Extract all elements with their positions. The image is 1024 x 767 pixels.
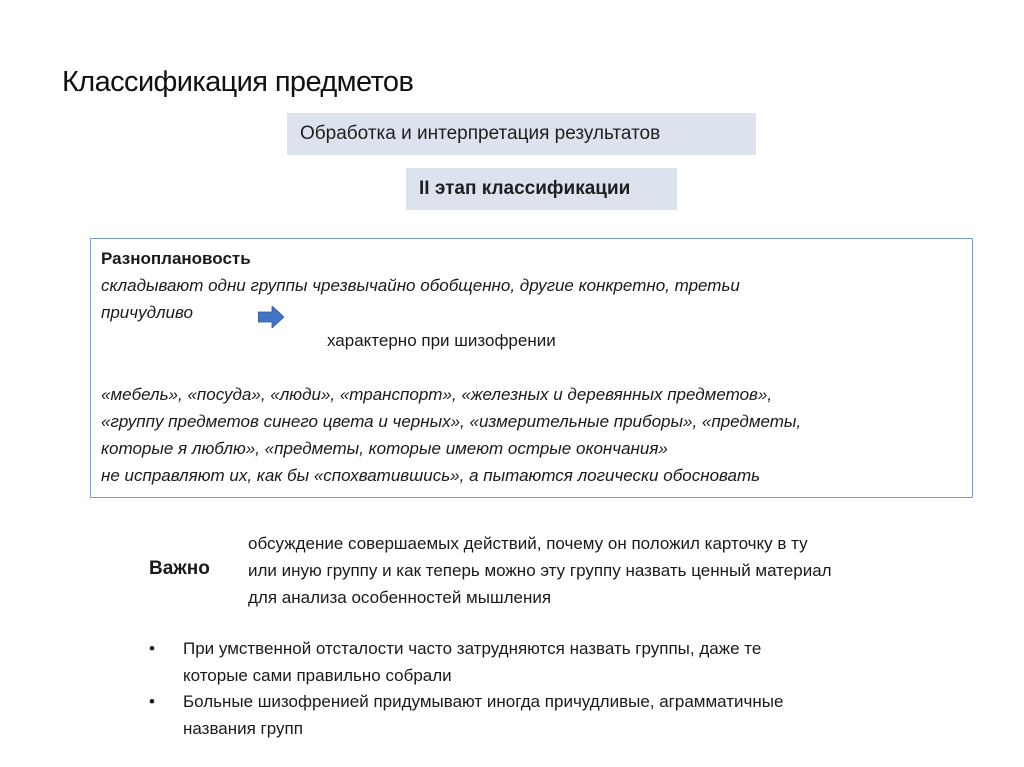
slide-title: Классификация предметов xyxy=(62,66,414,98)
bullet-text-line: Больные шизофренией придумывают иногда причудливые, аграмматичные xyxy=(183,692,784,711)
box-example-1: «мебель», «посуда», «люди», «транспорт», «железных и деревянных предметов», xyxy=(101,385,773,404)
box-example-2: «группу предметов синего цвета и черных», «измерительные приборы», «предметы, xyxy=(101,412,802,431)
bullet-text-line: которые сами правильно собрали xyxy=(183,666,452,685)
right-arrow-icon xyxy=(258,306,284,328)
important-label: Важно xyxy=(149,558,210,579)
box-line-1: складывают одни группы чрезвычайно обобщенно, другие конкретно, третьи xyxy=(101,276,740,295)
bullet-text-line: При умственной отсталости часто затрудняются назвать группы, даже те xyxy=(183,639,762,658)
important-text-line: обсуждение совершаемых действий, почему он положил карточку в ту xyxy=(248,534,808,553)
bullet-dot: • xyxy=(149,692,155,711)
bullet-text-line: названия групп xyxy=(183,719,303,738)
box-note: характерно при шизофрении xyxy=(327,331,556,350)
diversity-box xyxy=(90,238,973,498)
box-example-3: которые я люблю», «предметы, которые имеют острые окончания» xyxy=(101,439,668,458)
bullet-dot: • xyxy=(149,639,155,658)
section-tag-stage: II этап классификации xyxy=(406,168,677,210)
important-text-line: или иную группу и как теперь можно эту группу назвать ценный материал xyxy=(248,561,832,580)
section-tag-processing: Обработка и интерпретация результатов xyxy=(287,113,756,155)
box-line-2: причудливо xyxy=(101,303,193,322)
box-heading: Разноплановость xyxy=(101,249,251,268)
important-text-line: для анализа особенностей мышления xyxy=(248,588,552,607)
box-example-4: не исправляют их, как бы «спохватившись», а пытаются логически обосновать xyxy=(101,466,761,485)
